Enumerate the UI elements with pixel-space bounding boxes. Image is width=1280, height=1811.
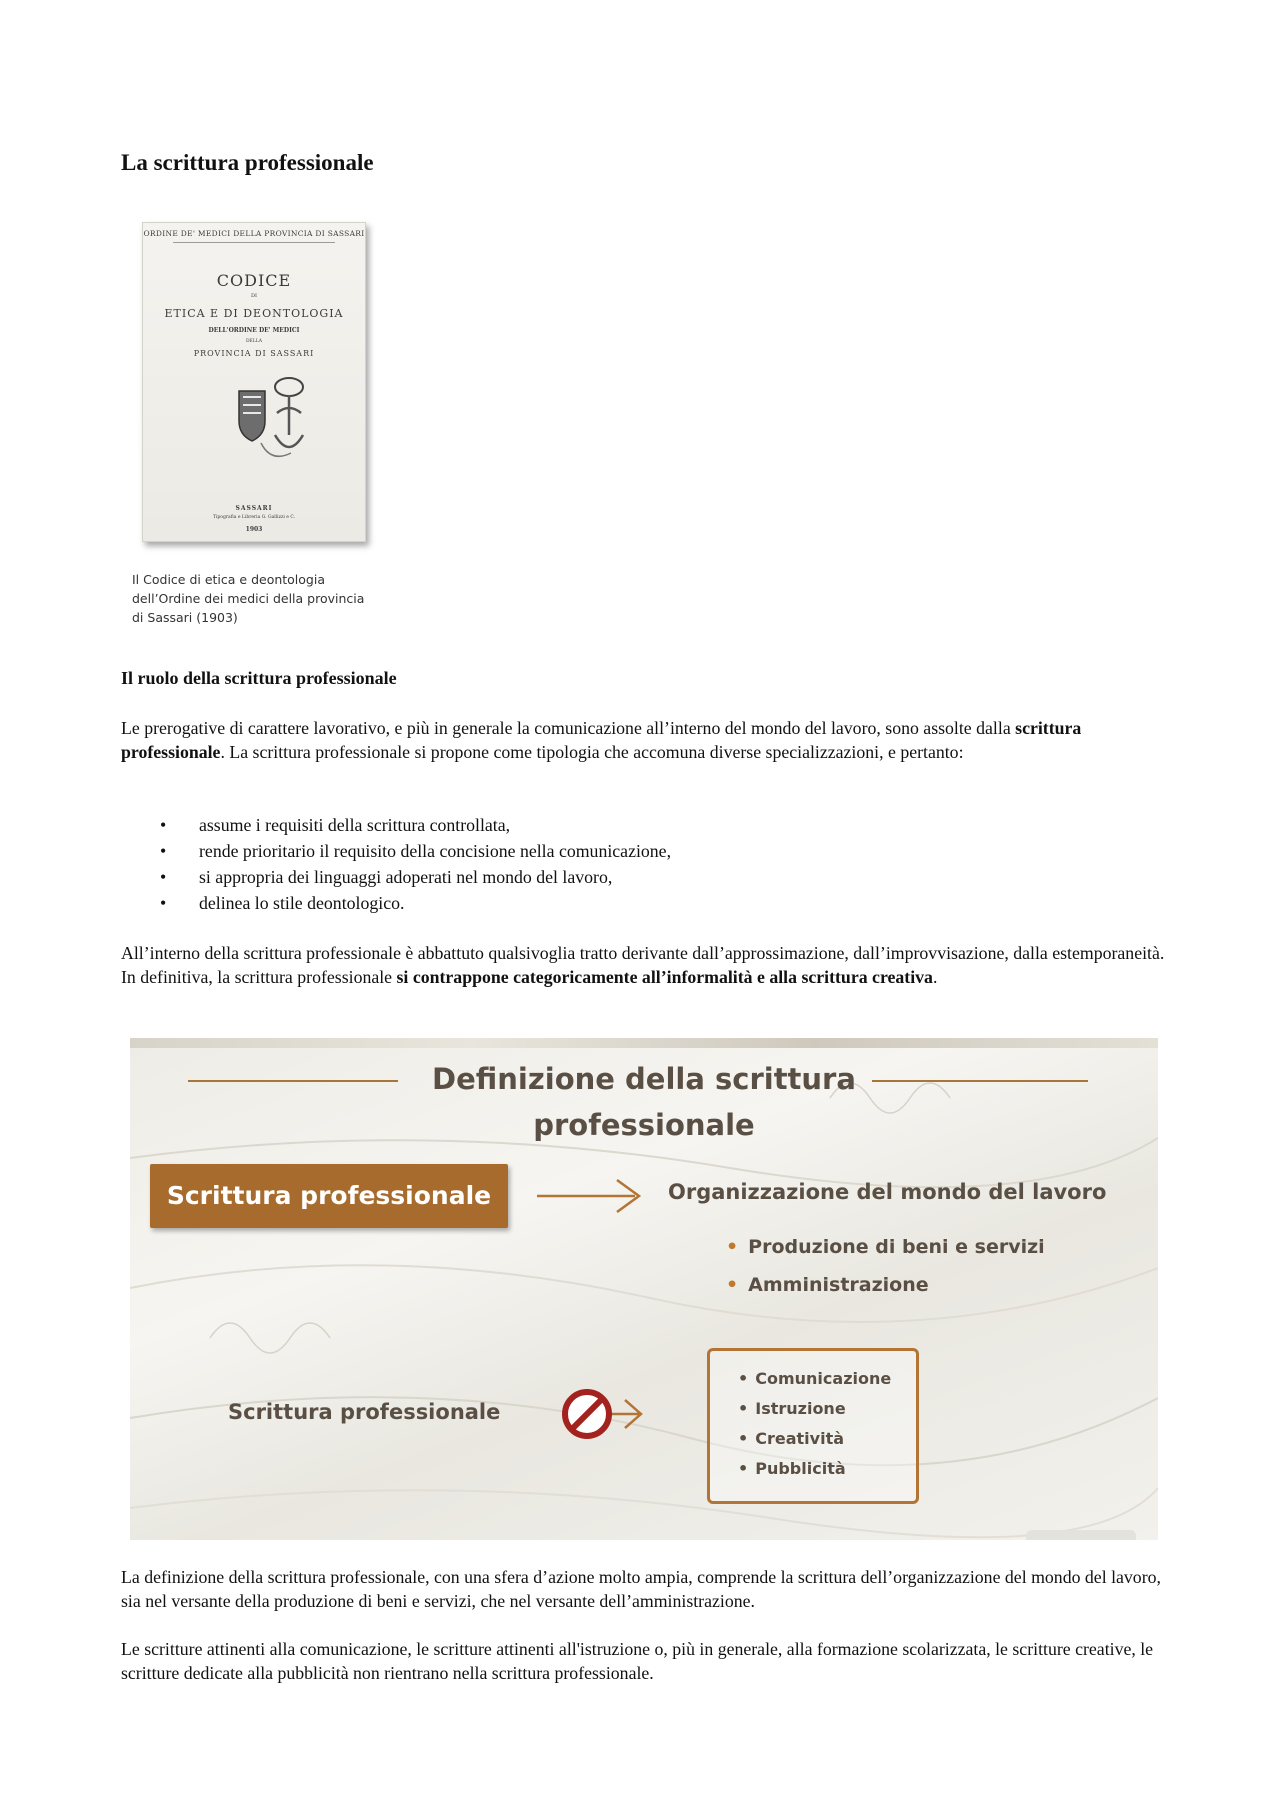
- cover-year: 1903: [245, 526, 263, 533]
- list-item: [121, 812, 671, 838]
- caption-line: dell’Ordine dei medici della provincia: [132, 591, 365, 606]
- paragraph-contrast: [121, 941, 1171, 989]
- slide-title-line: Definizione della scrittura: [432, 1062, 856, 1096]
- requirements-list: [121, 812, 671, 916]
- cover-typography: Tipografia e Libreria G. Gallizzi e C.: [212, 515, 296, 520]
- cover-org: ORDINE DE' MEDICI DELLA PROVINCIA DI SASSARI: [143, 229, 365, 238]
- arrow-right-icon: [535, 1176, 645, 1216]
- prohibited-icon: [555, 1384, 645, 1444]
- bold-term: scrittura professionale: [121, 718, 1082, 762]
- coat-of-arms-icon: [231, 373, 311, 473]
- paragraph-intro: [121, 716, 1171, 764]
- bullet-icon: •: [160, 815, 167, 835]
- section-title: Il ruolo della scrittura professionale: [121, 668, 397, 688]
- list-item: • Amministrazione: [726, 1266, 1045, 1304]
- list-item: [121, 890, 671, 916]
- cover-etica: ETICA E DI DEONTOLOGIA: [164, 307, 344, 320]
- bullet-icon: •: [160, 867, 167, 887]
- professional-writing-label: Scrittura professionale: [228, 1400, 501, 1424]
- slide-title-line: professionale: [533, 1108, 755, 1142]
- text-run: Le prerogative di carattere lavorativo, e più in generale la comunicazione all’interno del mondo del lavoro, sono assolte dalla: [121, 718, 1016, 738]
- slide-title: [130, 1056, 1158, 1148]
- caption-line: Il Codice di etica e deontologia: [132, 572, 325, 587]
- bullet-icon: •: [160, 893, 167, 913]
- slide-top-strip: [130, 1038, 1158, 1048]
- definition-slide: [130, 1038, 1158, 1540]
- paragraph-exclusions: Le scritture attinenti alla comunicazione, le scritture attinenti all'istruzione o, più in generale, alla formazione scolarizzata, le scritture creative, le scritture dedicate alla pubblicità non rientrano nella scrittura professionale.: [121, 1639, 1154, 1683]
- excluded-list: [738, 1364, 891, 1484]
- list-item: [121, 838, 671, 864]
- list-item: [121, 864, 671, 890]
- list-item-text: rende prioritario il requisito della concisione nella comunicazione,: [199, 841, 672, 861]
- image-caption: [132, 570, 392, 627]
- cover-city: SASSARI: [235, 505, 273, 512]
- slide-corner-tab: [1026, 1530, 1136, 1540]
- cover-codice: CODICE: [216, 271, 292, 290]
- cover-dell: DELL'ORDINE DE' MEDICI: [208, 327, 300, 334]
- organization-label: Organizzazione del mondo del lavoro: [668, 1180, 1107, 1204]
- bullet-icon: •: [160, 841, 167, 861]
- list-item-text: assume i requisiti della scrittura controllata,: [199, 815, 511, 835]
- professional-writing-box: Scrittura professionale: [150, 1164, 508, 1228]
- text-run: All’interno della scrittura professionale è abbattuto qualsivoglia tratto derivante dall’approssimazione, dall’improvvisazione, dalla estemporaneità. In definitiva, la scrittura professionale: [121, 943, 1165, 987]
- paragraph-definition: La definizione della scrittura professionale, con una sfera d’azione molto ampia, comprende la scrittura dell’organizzazione del mondo del lavoro, sia nel versante della produzione di beni e servizi, che nel versante dell’amministrazione.: [121, 1567, 1161, 1611]
- organization-list: [726, 1228, 1045, 1304]
- text-run: .: [932, 967, 938, 987]
- cover-di: DI: [251, 293, 257, 299]
- list-item: • Pubblicità: [738, 1454, 891, 1484]
- list-item: • Creatività: [738, 1424, 891, 1454]
- list-item: • Istruzione: [738, 1394, 891, 1424]
- list-item: • Produzione di beni e servizi: [726, 1228, 1045, 1266]
- book-cover-image: [142, 222, 366, 542]
- cover-della: DELLA: [245, 339, 263, 344]
- bold-statement: si contrappone categoricamente all’informalità e alla scrittura creativa: [396, 967, 933, 987]
- text-run: . La scrittura professionale si propone come tipologia che accomuna diverse specializzazioni, e pertanto:: [220, 742, 964, 762]
- cover-rule: [173, 242, 335, 243]
- document-title: La scrittura professionale: [121, 150, 374, 175]
- caption-line: di Sassari (1903): [132, 610, 238, 625]
- list-item-text: delinea lo stile deontologico.: [199, 893, 405, 913]
- list-item: • Comunicazione: [738, 1364, 891, 1394]
- list-item-text: si appropria dei linguaggi adoperati nel mondo del lavoro,: [199, 867, 613, 887]
- cover-province: PROVINCIA DI SASSARI: [193, 349, 315, 358]
